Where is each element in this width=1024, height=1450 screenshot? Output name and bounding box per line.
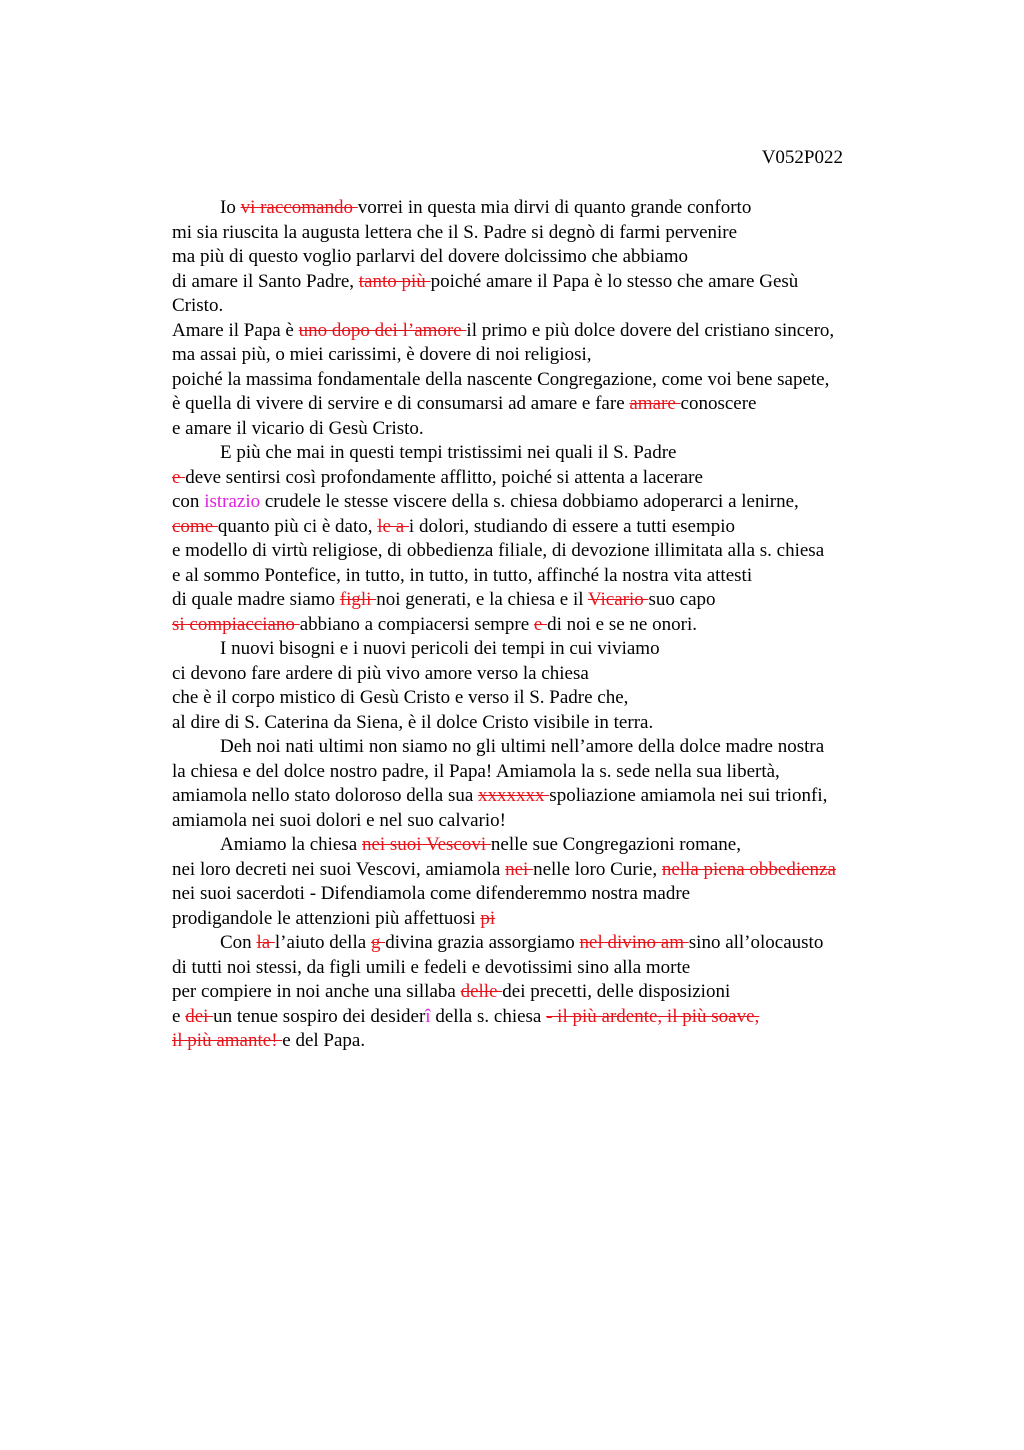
deleted-text: nei suoi Vescovi	[361, 834, 491, 855]
line-text: quanto più ci è dato,	[217, 515, 378, 537]
deleted-text: g	[370, 932, 386, 953]
line-text: che è il corpo mistico di Gesù Cristo e verso il S. Padre che,	[172, 687, 629, 708]
deleted-text: Vicario	[587, 589, 649, 610]
text-line	[172, 343, 912, 368]
text-line	[172, 858, 912, 883]
text-line	[172, 368, 912, 393]
line-text: poiché amare il Papa è lo stesso che amare Gesù	[430, 270, 799, 292]
text-line	[172, 833, 912, 858]
text-line	[172, 466, 912, 491]
text-line	[172, 270, 912, 295]
line-text: nei loro decreti nei suoi Vescovi, amiamola	[172, 858, 506, 880]
line-text: per compiere in noi anche una sillaba	[172, 981, 461, 1002]
line-text: l’aiuto della	[274, 932, 371, 953]
text-line	[172, 441, 912, 466]
deleted-text: pi	[480, 907, 496, 929]
line-text: e al sommo Pontefice, in tutto, in tutto, in tutto, affinché la nostra vita attesti	[172, 564, 753, 586]
line-text: il primo e più dolce dovere del cristiano sincero,	[466, 319, 835, 341]
line-text: conoscere	[680, 393, 757, 414]
document-body	[172, 196, 912, 1054]
deleted-text: nel divino am	[579, 932, 689, 953]
text-line	[172, 956, 912, 981]
deleted-text: - il più ardente, il più soave,	[546, 1005, 760, 1027]
text-line	[172, 637, 912, 662]
line-text: amiamola nello stato doloroso della sua	[172, 785, 479, 806]
text-line	[172, 1005, 912, 1030]
text-line	[172, 392, 912, 417]
deleted-text: nella piena obbedienza	[661, 858, 836, 880]
deleted-text: le a	[377, 515, 409, 537]
text-line	[172, 221, 912, 246]
line-text: amiamola nei suoi dolori e nel suo calvario!	[172, 809, 506, 831]
line-text: di quale madre siamo	[172, 589, 340, 610]
deleted-text: amare	[629, 393, 681, 414]
text-line	[172, 735, 912, 760]
deleted-text: si compiacciano	[172, 613, 300, 635]
text-line	[172, 294, 912, 319]
text-line	[172, 417, 912, 442]
line-text: sino all’olocausto	[688, 932, 824, 953]
line-text: della s. chiesa	[430, 1005, 547, 1027]
line-text: abbiano a compiacersi sempre	[299, 613, 534, 635]
line-text: di amare il Santo Padre,	[172, 270, 359, 292]
text-line	[172, 245, 912, 270]
line-text: Amare il Papa è	[172, 319, 299, 341]
line-text: è quella di vivere di servire e di consumarsi ad amare e fare	[172, 393, 630, 414]
line-text: ma assai più, o miei carissimi, è dovere di noi religiosi,	[172, 344, 592, 365]
line-text: ma più di questo voglio parlarvi del dovere dolcissimo che abbiamo	[172, 246, 689, 267]
line-text: e del Papa.	[282, 1030, 366, 1051]
line-text: i dolori, studiando di essere a tutti esempio	[408, 515, 736, 537]
line-text: divina grazia assorgiamo	[385, 932, 580, 953]
text-line	[172, 490, 912, 515]
line-text: e modello di virtù religiose, di obbedienza filiale, di devozione illimitata alla s. chiesa	[172, 540, 825, 561]
text-line	[172, 1029, 912, 1054]
line-text: Amiamo la chiesa	[220, 834, 362, 855]
deleted-text: uno dopo dei l’amore	[298, 319, 467, 341]
line-text: Io	[220, 197, 241, 218]
text-line	[172, 515, 912, 540]
text-line	[172, 564, 912, 589]
deleted-text: la	[256, 932, 275, 953]
text-line	[172, 539, 912, 564]
line-text: mi sia riuscita la augusta lettera che il S. Padre si degnò di farmi pervenire	[172, 221, 738, 243]
text-line	[172, 613, 912, 638]
line-text: noi generati, e la chiesa e il	[376, 589, 588, 610]
line-text: Cristo.	[172, 295, 224, 316]
line-text: e	[172, 1005, 186, 1027]
deleted-text: figli	[339, 589, 377, 610]
line-text: suo capo	[648, 589, 716, 610]
line-text: Con	[220, 932, 257, 953]
line-text: di tutti noi stessi, da figli umili e fedeli e devotissimi sino alla morte	[172, 956, 691, 978]
deleted-text: dei	[185, 1005, 214, 1027]
line-text: deve sentirsi così profondamente afflitto, poiché si attenta a lacerare	[185, 466, 703, 488]
text-line	[172, 588, 912, 613]
line-text: e amare il vicario di Gesù Cristo.	[172, 417, 424, 439]
line-text: al dire di S. Caterina da Siena, è il dolce Cristo visibile in terra.	[172, 711, 654, 733]
text-line	[172, 196, 912, 221]
text-line	[172, 784, 912, 809]
line-text: nelle loro Curie,	[533, 858, 662, 880]
text-line	[172, 931, 912, 956]
text-line	[172, 907, 912, 932]
line-text: poiché la massima fondamentale della nascente Congregazione, come voi bene sapete,	[172, 368, 830, 390]
text-line	[172, 809, 912, 834]
highlighted-text: î	[425, 1005, 431, 1027]
deleted-text: come	[172, 515, 218, 537]
line-text: vorrei in questa mia dirvi di quanto grande conforto	[357, 197, 752, 218]
line-text: di noi e se ne onori.	[547, 613, 697, 635]
page-id: V052P022	[761, 147, 843, 168]
deleted-text: delle	[460, 981, 503, 1002]
text-line	[172, 662, 912, 687]
line-text: con	[172, 491, 205, 512]
text-line	[172, 980, 912, 1005]
line-text: dei precetti, delle disposizioni	[502, 981, 731, 1002]
line-text: spoliazione amiamola nei sui trionfi,	[549, 785, 828, 806]
deleted-text: xxxxxxx	[478, 785, 550, 806]
line-text: ci devono fare ardere di più vivo amore verso la chiesa	[172, 662, 589, 684]
line-text: prodigandole le attenzioni più affettuosi	[172, 907, 481, 929]
highlighted-text: istrazio	[204, 491, 261, 512]
text-line	[172, 686, 912, 711]
deleted-text: vi raccomando	[240, 197, 358, 218]
line-text: la chiesa e del dolce nostro padre, il Papa! Amiamola la s. sede nella sua libertà,	[172, 760, 780, 782]
deleted-text: nei	[505, 858, 534, 880]
deleted-text: tanto più	[358, 270, 431, 292]
line-text: un tenue sospiro dei desider	[213, 1005, 426, 1027]
text-line	[172, 711, 912, 736]
deleted-text: il più amante!	[172, 1030, 283, 1051]
deleted-text: e	[533, 613, 548, 635]
text-line	[172, 882, 912, 907]
line-text: nei suoi sacerdoti - Difendiamola come difenderemmo nostra madre	[172, 883, 691, 904]
deleted-text: e	[172, 466, 186, 488]
line-text: crudele le stesse viscere della s. chiesa dobbiamo adoperarci a lenirne,	[260, 491, 799, 512]
text-line	[172, 760, 912, 785]
line-text: nelle sue Congregazioni romane,	[490, 834, 741, 855]
line-text: E più che mai in questi tempi tristissimi nei quali il S. Padre	[220, 442, 677, 463]
text-line	[172, 319, 912, 344]
line-text: I nuovi bisogni e i nuovi pericoli dei tempi in cui viviamo	[220, 638, 660, 659]
line-text: Deh noi nati ultimi non siamo no gli ultimi nell’amore della dolce madre nostra	[220, 736, 825, 757]
